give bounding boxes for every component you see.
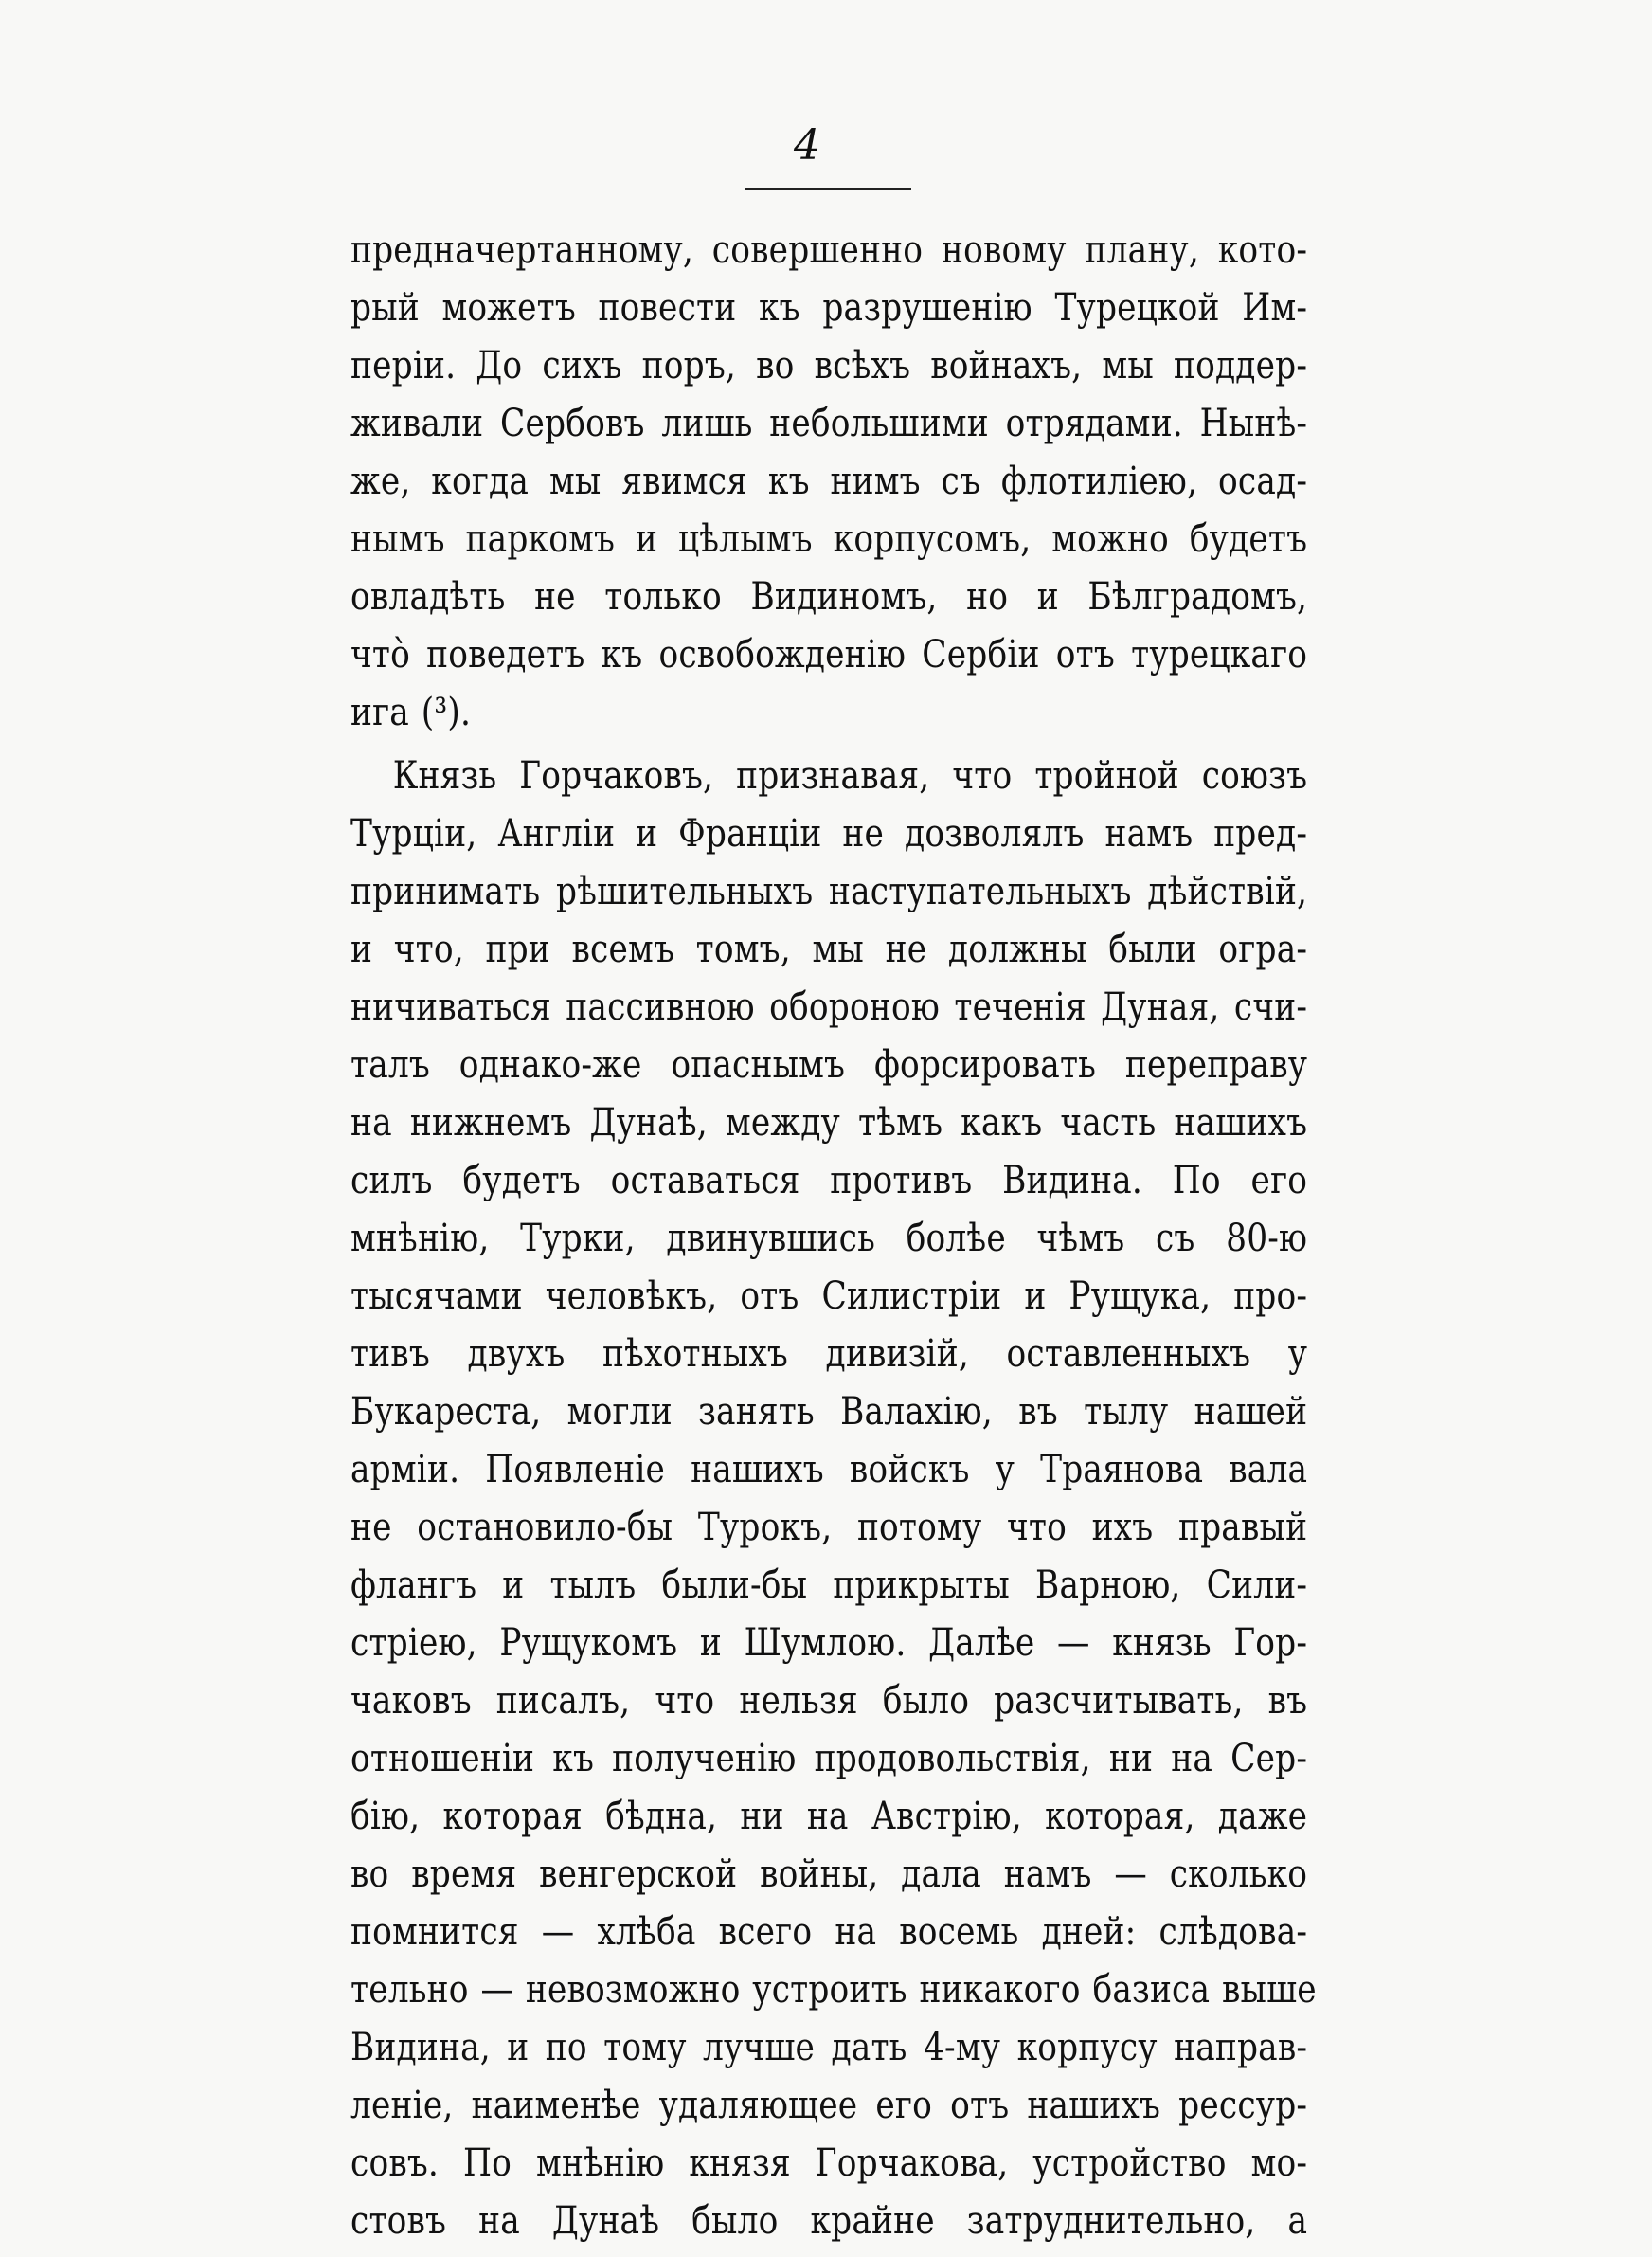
text-line: во время венгерской войны, дала намъ — сколько <box>350 1852 1308 1896</box>
text-line: Турціи, Англіи и Франціи не дозволялъ намъ пред- <box>350 812 1308 856</box>
paragraph-2 <box>350 748 1317 2250</box>
text-line: стріею, Рущукомъ и Шумлою. Далѣе — князь Гор- <box>350 1621 1308 1665</box>
text-line: мнѣнію, Турки, двинувшись болѣе чѣмъ съ 80-ю <box>350 1217 1308 1260</box>
text-line: леніе, наименѣе удаляющее его отъ нашихъ рессур- <box>350 2084 1308 2127</box>
text-line: отношеніи къ полученію продовольствія, ни на Сер- <box>350 1737 1308 1780</box>
text-line: силъ будетъ оставаться противъ Видина. По его <box>350 1159 1308 1202</box>
text-line: стовъ на Дунаѣ было крайне затруднительно, а <box>350 2199 1308 2243</box>
text-line: овладѣть не только Видиномъ, но и Бѣлградомъ, <box>350 575 1308 619</box>
text-line: арміи. Появленіе нашихъ войскъ у Траянова вала <box>350 1448 1308 1491</box>
text-line: ничиваться пассивною обороною теченія Дуная, счи- <box>350 985 1308 1029</box>
text-line: Букареста, могли занять Валахію, въ тылу нашей <box>350 1390 1308 1434</box>
text-line: что̀ поведетъ къ освобожденію Сербіи отъ турецкаго <box>350 633 1308 677</box>
text-line: рый можетъ повести къ разрушенію Турецкой Им- <box>350 286 1308 330</box>
text-line: на нижнемъ Дунаѣ, между тѣмъ какъ часть нашихъ <box>350 1101 1308 1145</box>
text-line: бію, которая бѣдна, ни на Австрію, которая, даже <box>350 1795 1308 1838</box>
text-line: чаковъ писалъ, что нельзя было разсчитывать, въ <box>350 1679 1308 1723</box>
text-line: предначертанному, совершенно новому плану, кото- <box>350 228 1308 272</box>
text-line: принимать рѣшительныхъ наступательныхъ дѣйствій, <box>350 870 1308 913</box>
text-line: нымъ паркомъ и цѣлымъ корпусомъ, можно будетъ <box>350 517 1308 561</box>
text-line: періи. До сихъ поръ, во всѣхъ войнахъ, мы поддер- <box>350 344 1308 388</box>
text-line: тельно — невозможно устроить никакого базиса выше <box>350 1968 1317 2012</box>
text-line: не остановило-бы Турокъ, потому что ихъ правый <box>350 1506 1308 1549</box>
text-line: Видина, и по тому лучше дать 4-му корпусу направ- <box>350 2026 1308 2069</box>
text-line: тысячами человѣкъ, отъ Силистріи и Рущука, про- <box>350 1274 1308 1318</box>
text-line: флангъ и тылъ были-бы прикрыты Варною, Сили- <box>350 1563 1308 1607</box>
header-rule <box>745 188 911 190</box>
text-line: помнится — хлѣба всего на восемь дней: слѣдова- <box>350 1910 1308 1954</box>
page-number: 4 <box>794 121 820 170</box>
text-line: ига (³). <box>350 691 472 734</box>
text-line: живали Сербовъ лишь небольшими отрядами. Нынѣ- <box>350 402 1308 445</box>
paragraph-1 <box>350 222 1307 742</box>
text-line: Князь Горчаковъ, признавая, что тройной союзъ <box>392 754 1308 798</box>
body-text <box>350 222 1317 2250</box>
text-line: тивъ двухъ пѣхотныхъ дивизій, оставленныхъ у <box>350 1332 1308 1376</box>
text-line: талъ однако-же опаснымъ форсировать переправу <box>350 1043 1308 1087</box>
text-line: же, когда мы явимся къ нимъ съ флотиліею, осад- <box>350 460 1308 503</box>
text-line: и что, при всемъ томъ, мы не должны были огра- <box>350 928 1308 971</box>
text-line: совъ. По мнѣнію князя Горчакова, устройство мо- <box>350 2141 1308 2185</box>
